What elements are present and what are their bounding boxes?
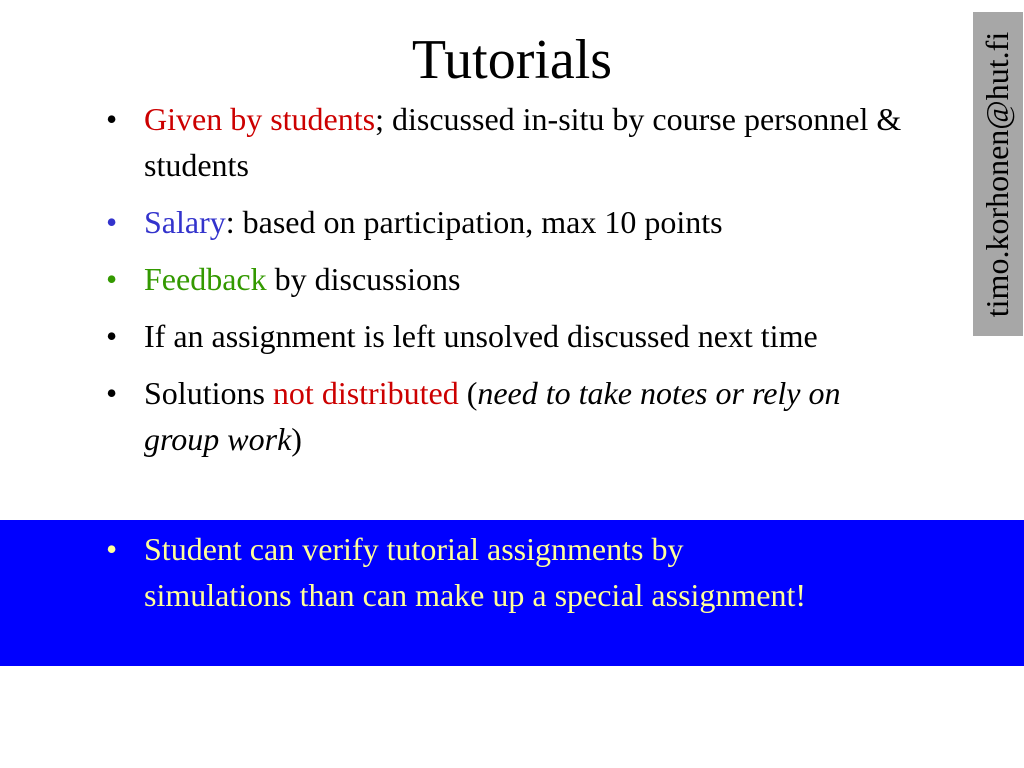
author-email: timo.korhonen@hut.fi <box>979 31 1016 317</box>
bullet-item <box>0 370 970 462</box>
bullet-dot: • <box>106 318 118 354</box>
bullet-item <box>0 199 970 245</box>
bullet-dot: • <box>106 204 118 240</box>
bullet-dot: • <box>106 375 118 411</box>
bullet-item <box>0 256 970 302</box>
bullet-text-part: by discussions <box>266 261 461 297</box>
bullet-text-part: Given by students <box>144 101 376 137</box>
bullet-text-part: Solutions <box>144 375 273 411</box>
bullet-text-part: ( <box>458 375 478 411</box>
bullet-item <box>0 313 970 359</box>
bullet-item <box>0 96 970 188</box>
highlight-bullet <box>0 526 1024 618</box>
bullet-text-part: : based on participation, max 10 points <box>225 204 723 240</box>
highlight-text: Student can verify tutorial assignments by simulations than can make up a special assignment! <box>144 531 807 613</box>
slide-title: Tutorials <box>411 29 613 91</box>
side-label-box <box>973 12 1023 336</box>
bullet-text-part: ; discussed in-situ by course personnel & students <box>144 101 902 183</box>
bullet-text-part: not distributed <box>272 375 459 411</box>
bullet-list <box>0 96 970 473</box>
bullet-text-part: need to take notes or rely on group work <box>144 375 841 457</box>
bullet-text-part: If an assignment is left unsolved discussed next time <box>144 318 818 354</box>
bullet-dot: • <box>106 101 118 137</box>
bullet-text-part: Feedback <box>144 261 267 297</box>
bullet-dot: • <box>106 531 118 567</box>
bullet-dot: • <box>106 261 118 297</box>
highlight-list <box>0 526 1024 629</box>
bullet-text-part: ) <box>291 421 302 457</box>
bullet-text-part: Salary <box>144 204 226 240</box>
